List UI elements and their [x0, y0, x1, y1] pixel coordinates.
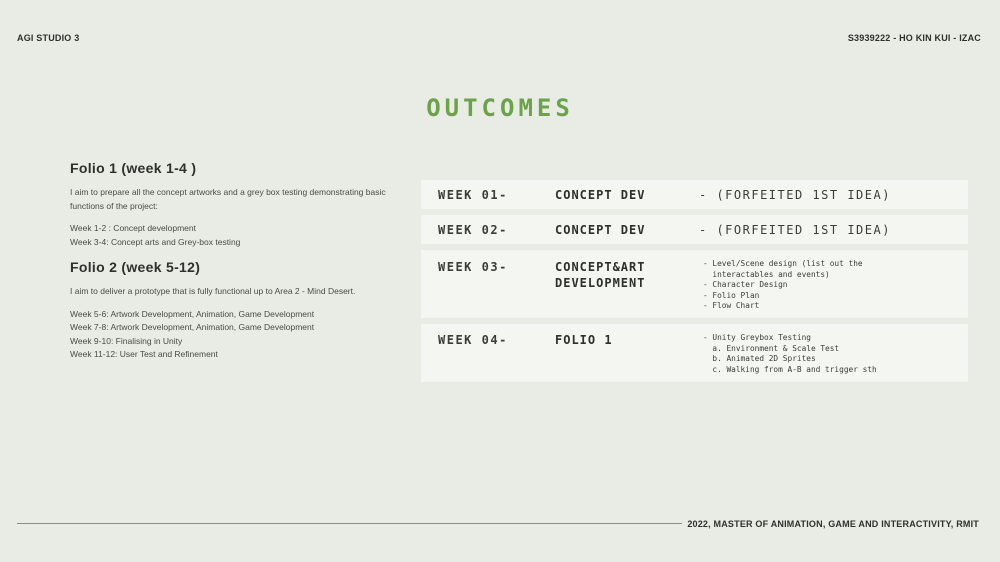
folio2-description: I aim to deliver a prototype that is fully functional up to Area 2 - Mind Desert.: [70, 286, 356, 296]
folio2-week-item: Week 11-12: User Test and Refinement: [70, 349, 218, 359]
week-label: WEEK 01-: [438, 188, 508, 202]
footer-label: 2022, MASTER OF ANIMATION, GAME AND INTERACTIVITY, RMIT: [687, 519, 979, 529]
folio2-week-item: Week 9-10: Finalising in Unity: [70, 335, 183, 346]
folio2-heading: Folio 2 (week 5-12): [70, 259, 201, 275]
week-notes: - Level/Scene design (list out the interactables and events) - Character Design - Folio Plan - Flow Chart: [703, 259, 863, 310]
folio1-week-item: Week 1-2 : Concept development: [70, 223, 196, 233]
folio1-heading: Folio 1 (week 1-4 ): [70, 160, 197, 176]
folio1-week-item: Week 3-4: Concept arts and Grey-box testing: [70, 236, 241, 247]
folio1-description: I aim to prepare all the concept artworks and a grey box testing demonstrating basic functions of the project:: [70, 187, 386, 211]
week-card: [421, 180, 968, 209]
week-card: [421, 250, 968, 318]
page-title: OUTCOMES: [426, 94, 574, 122]
week-card: [421, 324, 968, 382]
week-status: - (FORFEITED 1ST IDEA): [699, 188, 891, 202]
week-label: WEEK 03-: [438, 260, 508, 274]
week-status: - (FORFEITED 1ST IDEA): [699, 223, 891, 237]
week-notes: - Unity Greybox Testing a. Environment & Scale Test b. Animated 2D Sprites c. Walking from A-B and trigger sth: [703, 333, 877, 374]
week-title: FOLIO 1: [555, 333, 613, 347]
folio2-week-item: Week 7-8: Artwork Development, Animation, Game Development: [70, 322, 315, 332]
student-id-label: S3939222 - HO KIN KUI - IZAC: [847, 33, 981, 43]
week-title: CONCEPT&ART DEVELOPMENT: [555, 260, 646, 290]
week-title: CONCEPT DEV: [555, 188, 646, 202]
footer-divider: [17, 523, 682, 524]
week-label: WEEK 04-: [438, 333, 508, 347]
folio-summary: [70, 160, 390, 362]
course-label: AGI STUDIO 3: [17, 33, 80, 43]
folio2-week-item: Week 5-6: Artwork Development, Animation, Game Development: [70, 308, 315, 319]
week-title: CONCEPT DEV: [555, 223, 646, 237]
week-card: [421, 215, 968, 244]
week-label: WEEK 02-: [438, 223, 508, 237]
